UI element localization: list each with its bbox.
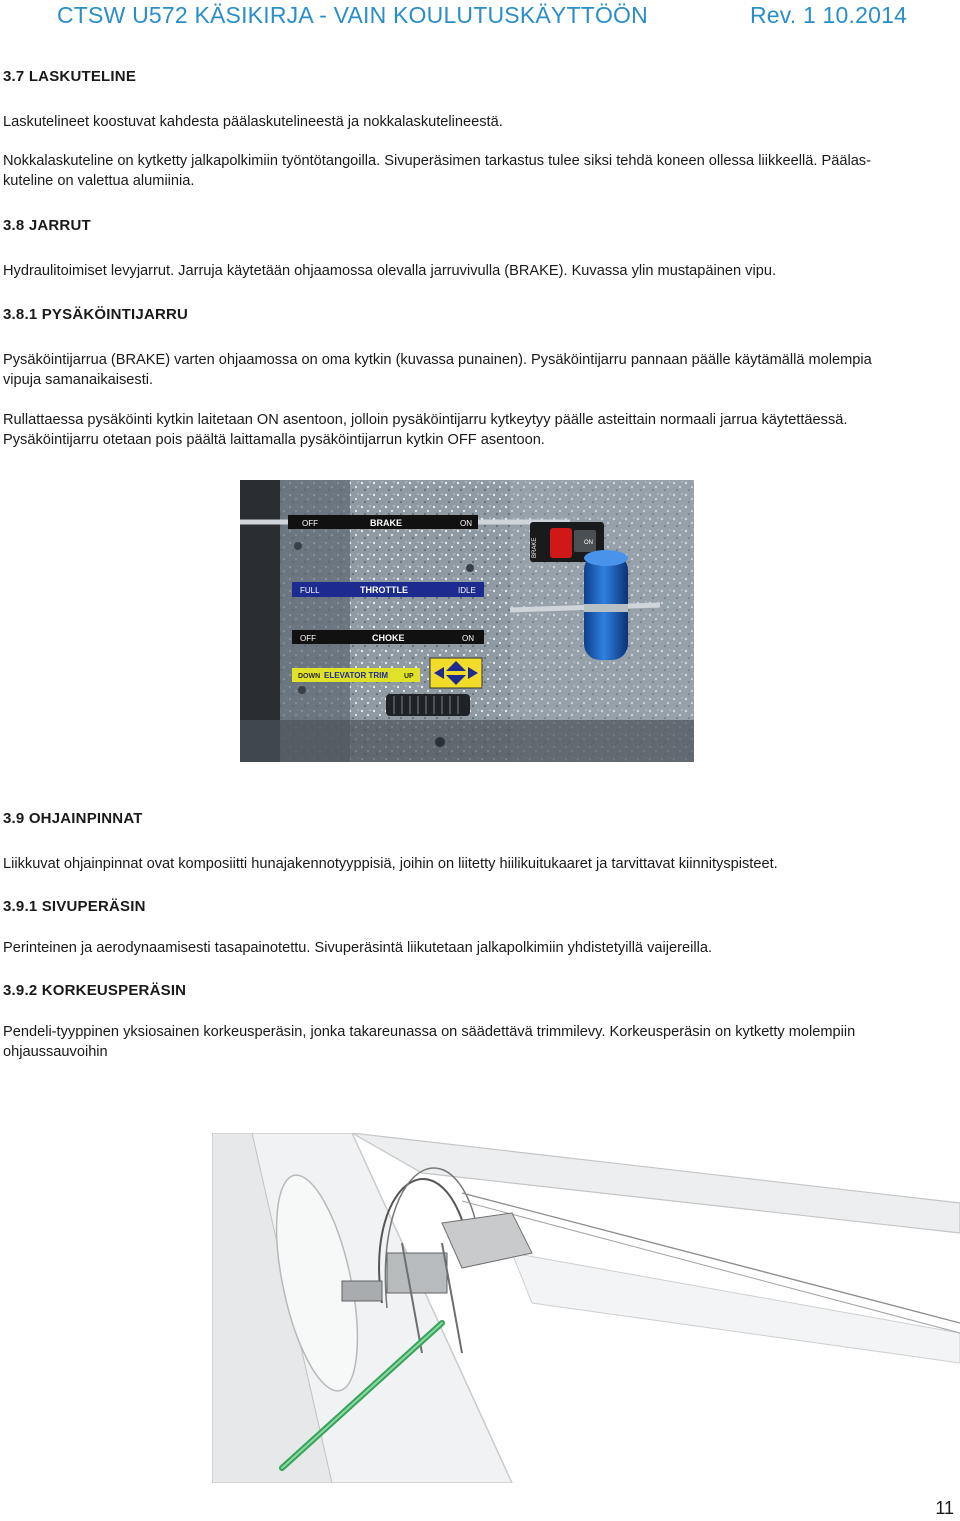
svg-text:FULL: FULL	[300, 586, 320, 595]
paragraph	[3, 350, 953, 390]
paragraph: Perinteinen ja aerodynaamisesti tasapainotettu. Sivuperäsintä liikutetaan jalkapolkimiin yhdistetyillä vaijereilla.	[3, 940, 712, 956]
brake-lever-knob	[584, 550, 628, 660]
control-panel-illustration	[240, 480, 694, 762]
paragraph-line: vipuja samanaikaisesti.	[3, 372, 154, 388]
paragraph: Hydraulitoimiset levyjarrut. Jarruja käytetään ohjaamossa olevalla jarruvivulla (BRAKE). Kuvassa ylin mustapäinen vipu.	[3, 263, 776, 279]
throttle-label	[292, 582, 484, 597]
paragraph-line: ohjaussauvoihin	[3, 1044, 108, 1060]
paragraph	[3, 1022, 953, 1062]
paragraph-line: Pysäköintijarrua (BRAKE) varten ohjaamossa on oma kytkin (kuvassa punainen). Pysäköintijarru pannaan päälle käytämällä molempia	[3, 352, 872, 368]
elevator-trim-label	[292, 668, 420, 682]
control-panel-photo	[240, 480, 694, 762]
choke-label	[292, 630, 484, 644]
svg-text:BRAKE: BRAKE	[532, 537, 538, 558]
paragraph	[3, 151, 953, 191]
revision-label: Rev. 1 10.2014	[750, 2, 908, 28]
elevator-control-rendering	[212, 1133, 960, 1483]
trim-arrows-icon	[430, 658, 482, 688]
paragraph: Laskutelineet koostuvat kahdesta päälaskutelineestä ja nokkalaskutelineestä.	[3, 114, 503, 130]
svg-text:CHOKE: CHOKE	[372, 633, 405, 643]
paragraph-line: kuteline on valettua alumiinia.	[3, 173, 195, 189]
svg-text:BRAKE: BRAKE	[370, 518, 403, 528]
svg-text:DOWN: DOWN	[298, 673, 321, 680]
svg-text:OFF: OFF	[300, 634, 316, 643]
paragraph-line: Nokkalaskuteline on kytketty jalkapolkimiin työntötangoilla. Sivuperäsimen tarkastus tulee siksi tehdä koneen ollessa liikkeellä. Päälas-	[3, 153, 871, 169]
paragraph-line: Pysäköintijarru otetaan pois päältä laittamalla pysäköintijarrun kytkin OFF asentoon.	[3, 432, 545, 448]
section-heading-jarrut: 3.8 JARRUT	[3, 217, 91, 234]
page-number: 11	[935, 1498, 954, 1518]
section-heading-laskuteline: 3.7 LASKUTELINE	[3, 68, 137, 85]
manual-title: CTSW U572 KÄSIKIRJA - VAIN KOULUTUSKÄYTTÖÖN	[57, 2, 648, 28]
brake-label	[288, 515, 478, 529]
paragraph	[3, 410, 953, 450]
section-heading-pysakointijarru: 3.8.1 PYSÄKÖINTIJARRU	[3, 306, 189, 323]
paragraph: Liikkuvat ohjainpinnat ovat komposiitti hunajakennotyyppisiä, joihin on liitetty hiilikuitukaaret ja tarvittavat kiinnityspisteet.	[3, 856, 778, 872]
svg-text:ON: ON	[462, 634, 474, 643]
svg-text:UP: UP	[404, 673, 414, 680]
trim-wheel	[386, 694, 470, 716]
svg-text:ELEVATOR TRIM: ELEVATOR TRIM	[324, 671, 388, 680]
svg-text:ON: ON	[584, 540, 593, 546]
control-linkage-illustration	[212, 1133, 960, 1483]
svg-text:IDLE: IDLE	[458, 586, 476, 595]
section-heading-ohjainpinnat: 3.9 OHJAINPINNAT	[3, 810, 143, 827]
paragraph-line: Pendeli-tyyppinen yksiosainen korkeusperäsin, jonka takareunassa on säädettävä trimmilevy. Korkeusperäsin on kytketty molempiin	[3, 1024, 856, 1040]
section-heading-sivuperasin: 3.9.1 SIVUPERÄSIN	[3, 898, 146, 915]
svg-text:OFF: OFF	[302, 519, 318, 528]
section-heading-korkeusperasin: 3.9.2 KORKEUSPERÄSIN	[3, 982, 187, 999]
page-header	[0, 0, 960, 34]
paragraph-line: Rullattaessa pysäköinti kytkin laitetaan ON asentoon, jolloin pysäköintijarru kytkeytyy päälle asteittain normaali jarrua käytettäessä.	[3, 412, 848, 428]
svg-text:ON: ON	[460, 519, 472, 528]
svg-text:THROTTLE: THROTTLE	[360, 585, 408, 595]
